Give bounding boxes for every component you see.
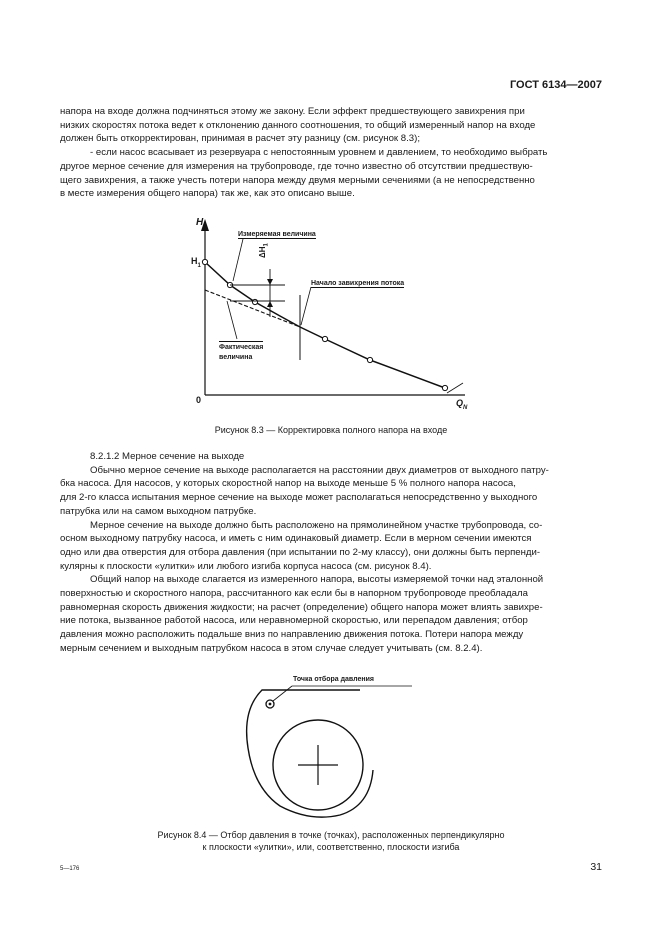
text-line: в месте измерения общего напора) так же, как это описано выше. <box>60 188 355 200</box>
text-line: патрубка или на самом выходном патрубке. <box>60 505 257 517</box>
data-point <box>442 385 447 390</box>
actual-value-line <box>205 290 300 327</box>
text-line: поверхностью и скоростного напора, рассчитанного как если бы в напорном трубопроводе преобладала <box>60 588 528 600</box>
x-axis-label: $Q_N$ <box>456 398 468 411</box>
data-point <box>367 357 372 362</box>
text-line: Мерное сечение на выходе должно быть расположено на прямолинейном участке трубопровода, со- <box>90 519 543 531</box>
y-axis-label: H <box>196 217 204 228</box>
text-line: ние потока, вызванное работой насоса, или неравномерной скоростью, или перепадом давления; отбор <box>60 615 528 627</box>
text-line: равномерная скорость движения жидкости; на расчет (определение) общего напора может влиять завихре- <box>60 601 543 613</box>
text-line: - если насос всасывает из резервуара с непостоянным уровнем и давлением, то необходимо выбрать <box>90 147 548 159</box>
text-line: бка насоса. Для насосов, у которых скоростной напор на выходе меньше 5 % полного напора насоса, <box>60 478 516 490</box>
figure-8-3-caption: Рисунок 8.3 — Корректировка полного напора на входе <box>214 425 448 435</box>
label-actual-line-2: величина <box>219 354 253 361</box>
data-point <box>252 299 257 304</box>
section-8-2-1-2 <box>60 450 600 656</box>
text-line: давления можно расположить подальше вниз по направлению движения потока. Потери напора между <box>60 629 524 641</box>
text-line: осном выходному патрубку насоса, и иметь с ним одинаковый диаметр. Если в мерном сечении имеются <box>60 533 532 545</box>
leader-onset <box>301 287 311 325</box>
caption-line-1: Рисунок 8.4 — Отбор давления в точке (точках), расположенных перпендикулярно <box>157 830 505 840</box>
pressure-tap-dot <box>269 703 272 706</box>
leader-actual <box>227 301 237 339</box>
volute-outer <box>247 690 373 817</box>
delta-arrowhead-up <box>267 301 273 307</box>
page-number: 31 <box>590 861 602 873</box>
data-point <box>322 336 327 341</box>
q-arrow <box>447 383 463 393</box>
text-line: кулярны к плоскости «улитки» или любого изгиба корпуса насоса (см. рисунок 8.4). <box>60 560 432 572</box>
tap-leader <box>273 686 292 701</box>
label-measured-value: Измеряемая величина <box>238 231 316 238</box>
figure-8-4-caption <box>0 829 662 853</box>
caption-line-2: к плоскости «улитки», или, соответственно, плоскости изгиба <box>202 842 460 852</box>
figure-8-4 <box>240 670 440 825</box>
section-heading: 8.2.1.2 Мерное сечение на выходе <box>90 451 245 462</box>
data-point <box>202 259 207 264</box>
text-line: Общий напор на выходе слагается из измеренного напора, высоты измеряемой точки над эталонной <box>90 574 544 586</box>
text-line: другое мерное сечение для измерения на трубопроводе, где точно известно об отсутствии предшествую- <box>60 160 533 172</box>
print-code: 5—176 <box>60 866 80 872</box>
delta-h-subscript: 1 <box>263 243 270 247</box>
label-pressure-tap: Точка отбора давления <box>293 676 374 683</box>
text-line: низких скоростях потока ведет к отклонению данного соотношения, то общий измеренный напор на входе <box>60 119 536 131</box>
text-line: мерным сечением и выходным патрубком насоса в этом случае следует учитывать (см. 8.2.4). <box>60 642 483 654</box>
text-line: напора на входе должна подчиняться этому же закону. Если эффект предшествующего завихрения при <box>60 106 525 117</box>
figure-8-3 <box>185 215 475 415</box>
text-line: для 2-го класса испытания мерное сечение на выходе может располагаться непосредственно у выходного <box>60 492 538 504</box>
intro-paragraph <box>60 105 600 201</box>
label-actual-value <box>219 341 263 363</box>
standard-number: ГОСТ 6134—2007 <box>509 79 602 91</box>
text-line: должен быть откорректирован, принимая в расчет эту разницу (см. рисунок 8.3); <box>60 133 420 145</box>
delta-h-label: $\Delta H_1$ <box>258 243 270 258</box>
h1-label: $H_1$ <box>191 256 201 269</box>
leader-measured <box>233 239 243 281</box>
label-onset: Начало завихрения потока <box>311 280 405 287</box>
h1-subscript: 1 <box>197 262 201 269</box>
label-actual-line-1: Фактическая <box>219 341 263 353</box>
text-line: одно или два отверстия для отбора давления (при испытании по 2-му классу), они должны быть перпенди- <box>60 546 541 558</box>
text-line: щего завихрения, а также учесть потери напора между двумя мерными сечениями (а не непосредственно <box>60 174 535 186</box>
x-axis-subscript: N <box>463 404 468 411</box>
origin-label: 0 <box>196 395 202 405</box>
delta-arrowhead-down <box>267 279 273 285</box>
text-line: Обычно мерное сечение на выходе располагается на расстоянии двух диаметров от выходного патру- <box>90 464 549 476</box>
